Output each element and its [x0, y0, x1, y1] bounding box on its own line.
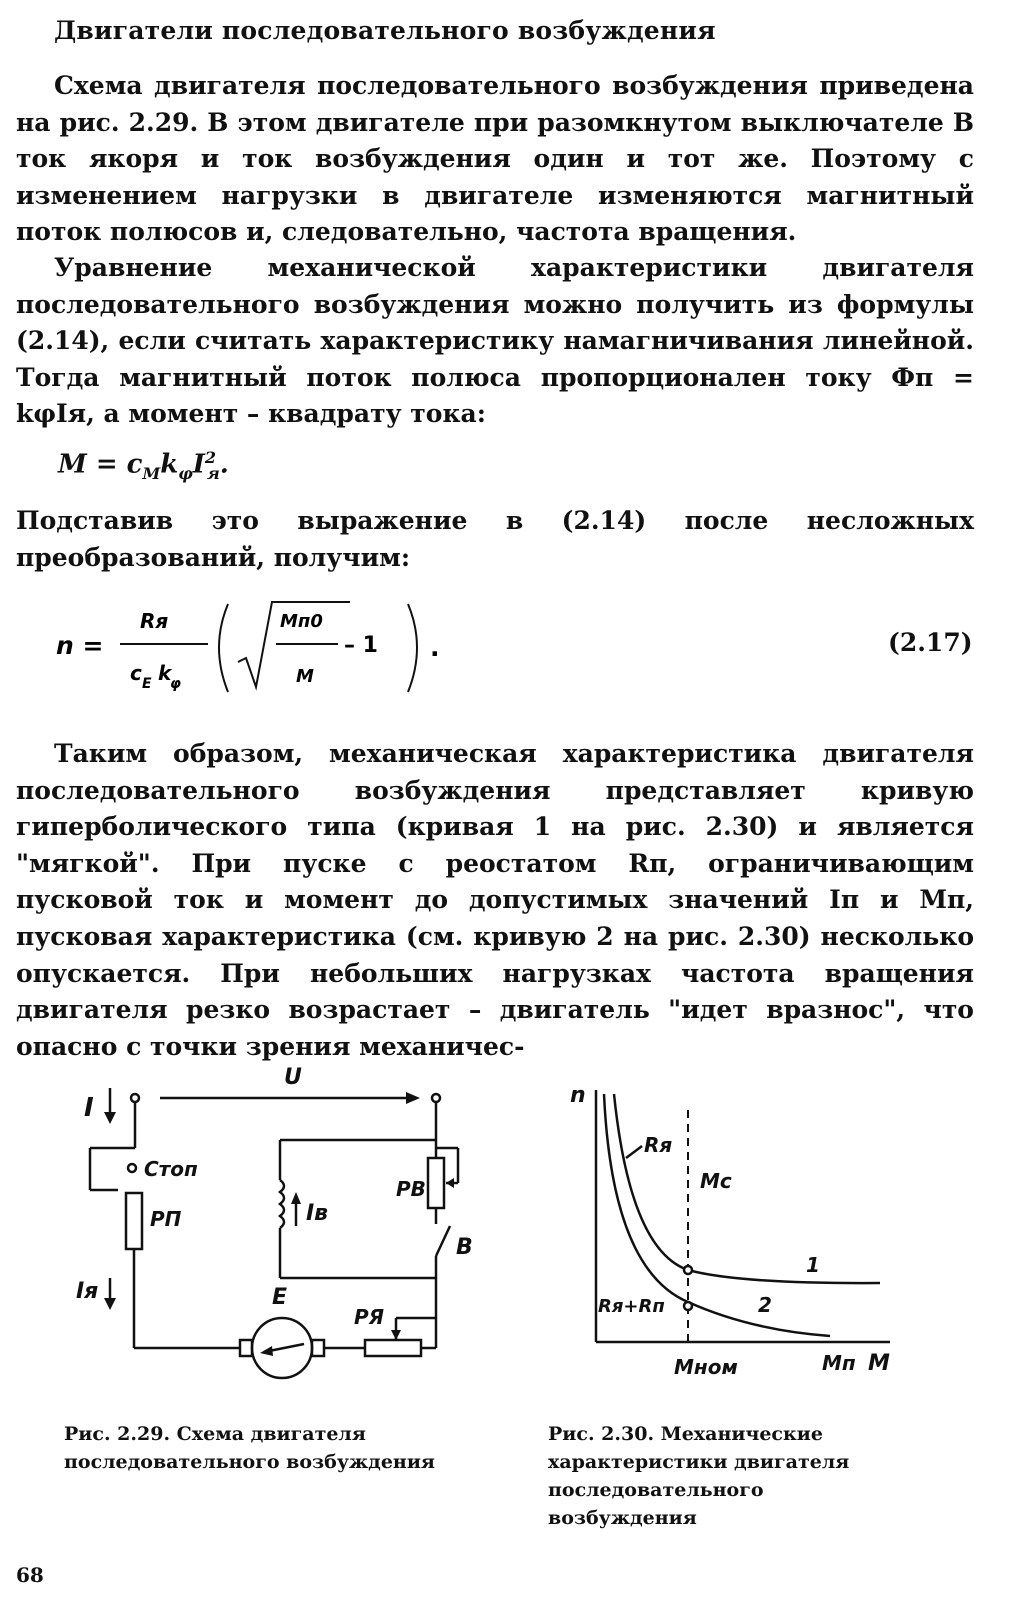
label-U: U	[284, 1065, 302, 1090]
curve-1-natural	[614, 1094, 880, 1283]
figure-2-30-caption: Рис. 2.30. Механические характеристики двигателя последовательного возбуждения	[548, 1423, 850, 1529]
switch-B-blade	[436, 1226, 450, 1256]
eq2-num: Rя	[140, 609, 169, 633]
axis-label-n: n	[570, 1083, 586, 1108]
figure-2-29-caption: Рис. 2.29. Схема двигателя последовательного возбуждения	[64, 1423, 435, 1473]
operating-point-1	[684, 1266, 692, 1274]
label-B: B	[456, 1235, 473, 1260]
input-terminal-left	[131, 1094, 139, 1102]
label-E: E	[272, 1285, 288, 1310]
paragraph-1: Схема двигателя последовательного возбуждения приведена на рис. 2.29. В этом двигателе при разомкнутом выключателе B ток якоря и ток возбуждения один и тот же. Поэтому с изменением нагрузки в двигателе изменяются магнитный поток полюсов и, следовательно, частота вращения.	[16, 71, 974, 247]
eq1-k: k	[160, 449, 179, 480]
eq1-i: I	[192, 449, 205, 480]
eq2-end: .	[430, 633, 440, 662]
eq2-root-num: Mп0	[280, 611, 323, 632]
motor-brush-left	[240, 1340, 252, 1356]
current-arrowhead-I	[104, 1112, 116, 1124]
eq2-left-paren	[219, 604, 228, 692]
paragraph-3: Подставив это выражение в (2.14) после несложных преобразований, получим:	[16, 506, 974, 572]
eq1-lhs: M	[58, 449, 87, 480]
label-RP: РП	[150, 1207, 182, 1231]
eq2-den-c-sub: E	[142, 676, 152, 692]
rheostat-slider	[446, 1178, 454, 1188]
label-Iv: Iв	[306, 1201, 329, 1226]
eq1-i-sub: я	[207, 463, 220, 483]
field-rheostat	[428, 1158, 444, 1208]
eq1-c: c	[126, 449, 143, 480]
field-winding	[280, 1180, 284, 1228]
curve-label-2: 2	[758, 1293, 772, 1317]
axis-label-M: M	[868, 1351, 890, 1376]
label-Iya: Iя	[76, 1279, 99, 1304]
equation-number: (2.17)	[888, 628, 973, 657]
eq2-den-k: k	[158, 661, 172, 685]
output-terminal-right	[432, 1094, 440, 1102]
eq2-root-den: M	[296, 666, 314, 687]
resistor-slider	[391, 1330, 401, 1340]
voltage-arrowhead	[406, 1092, 420, 1104]
eq2-minus-one: – 1	[344, 633, 378, 658]
stop-terminal	[128, 1164, 136, 1172]
equation-moment	[58, 448, 229, 483]
label-I: I	[84, 1093, 94, 1123]
operating-point-2	[684, 1302, 692, 1310]
eq1-k-sub: φ	[178, 463, 193, 483]
starting-rheostat	[126, 1193, 142, 1249]
eq2-den-k-sub: φ	[170, 676, 181, 692]
paragraph-2: Уравнение механической характеристики двигателя последовательного возбуждения можно получить из формулы (2.14), если считать характеристику намагничивания линейной. Тогда магнитный поток полюса пропорционален току Фп = kφIя, а момент – квадрату тока:	[16, 253, 974, 429]
eq2-lhs: n =	[56, 631, 104, 660]
current-arrowhead-Iv	[291, 1192, 301, 1204]
label-stop: Стоп	[144, 1157, 198, 1181]
figure-2-30-characteristics	[560, 1080, 900, 1390]
leader-Rya	[626, 1146, 642, 1158]
armature-resistor	[365, 1340, 421, 1356]
label-Rya-plus-Rn: Rя+Rп	[598, 1296, 665, 1317]
eq1-i-sup: 2	[204, 448, 217, 467]
label-RV: РВ	[396, 1177, 426, 1201]
eq2-right-paren	[408, 604, 417, 692]
eq1-end: .	[219, 449, 229, 480]
eq1-c-sub: M	[142, 463, 161, 483]
eq2-den-c: c	[130, 661, 142, 685]
label-RYa: РЯ	[354, 1305, 385, 1329]
figure-2-29-circuit	[60, 1058, 480, 1398]
label-Mn: Mп	[822, 1351, 856, 1375]
equation-2-17	[40, 592, 480, 702]
current-arrowhead-Iya	[104, 1298, 116, 1310]
paragraph-4: Таким образом, механическая характеристика двигателя последовательного возбуждения представляет кривую гиперболического типа (кривая 1 на рис. 2.30) и является "мягкой". При пуске с реостатом Rп, ограничивающим пусковой ток и момент до допустимых значений Iп и Mп, пусковая характеристика (см. кривую 2 на рис. 2.30) несколько опускается. При небольших нагрузках частота вращения двигателя резко возрастает – двигатель "идет вразнос", что опасно с точки зрения механичес-	[16, 739, 974, 1061]
motor-arrowhead	[260, 1346, 273, 1356]
label-Mc: Mс	[700, 1169, 732, 1193]
label-Rya-curve: Rя	[644, 1133, 673, 1157]
curve-label-1: 1	[806, 1253, 820, 1277]
label-Mnom: Mном	[674, 1355, 738, 1379]
page-number: 68	[16, 1563, 44, 1587]
motor-brush-right	[312, 1340, 324, 1356]
eq1-eq: =	[86, 449, 127, 480]
section-heading: Двигатели последовательного возбуждения	[54, 16, 716, 45]
